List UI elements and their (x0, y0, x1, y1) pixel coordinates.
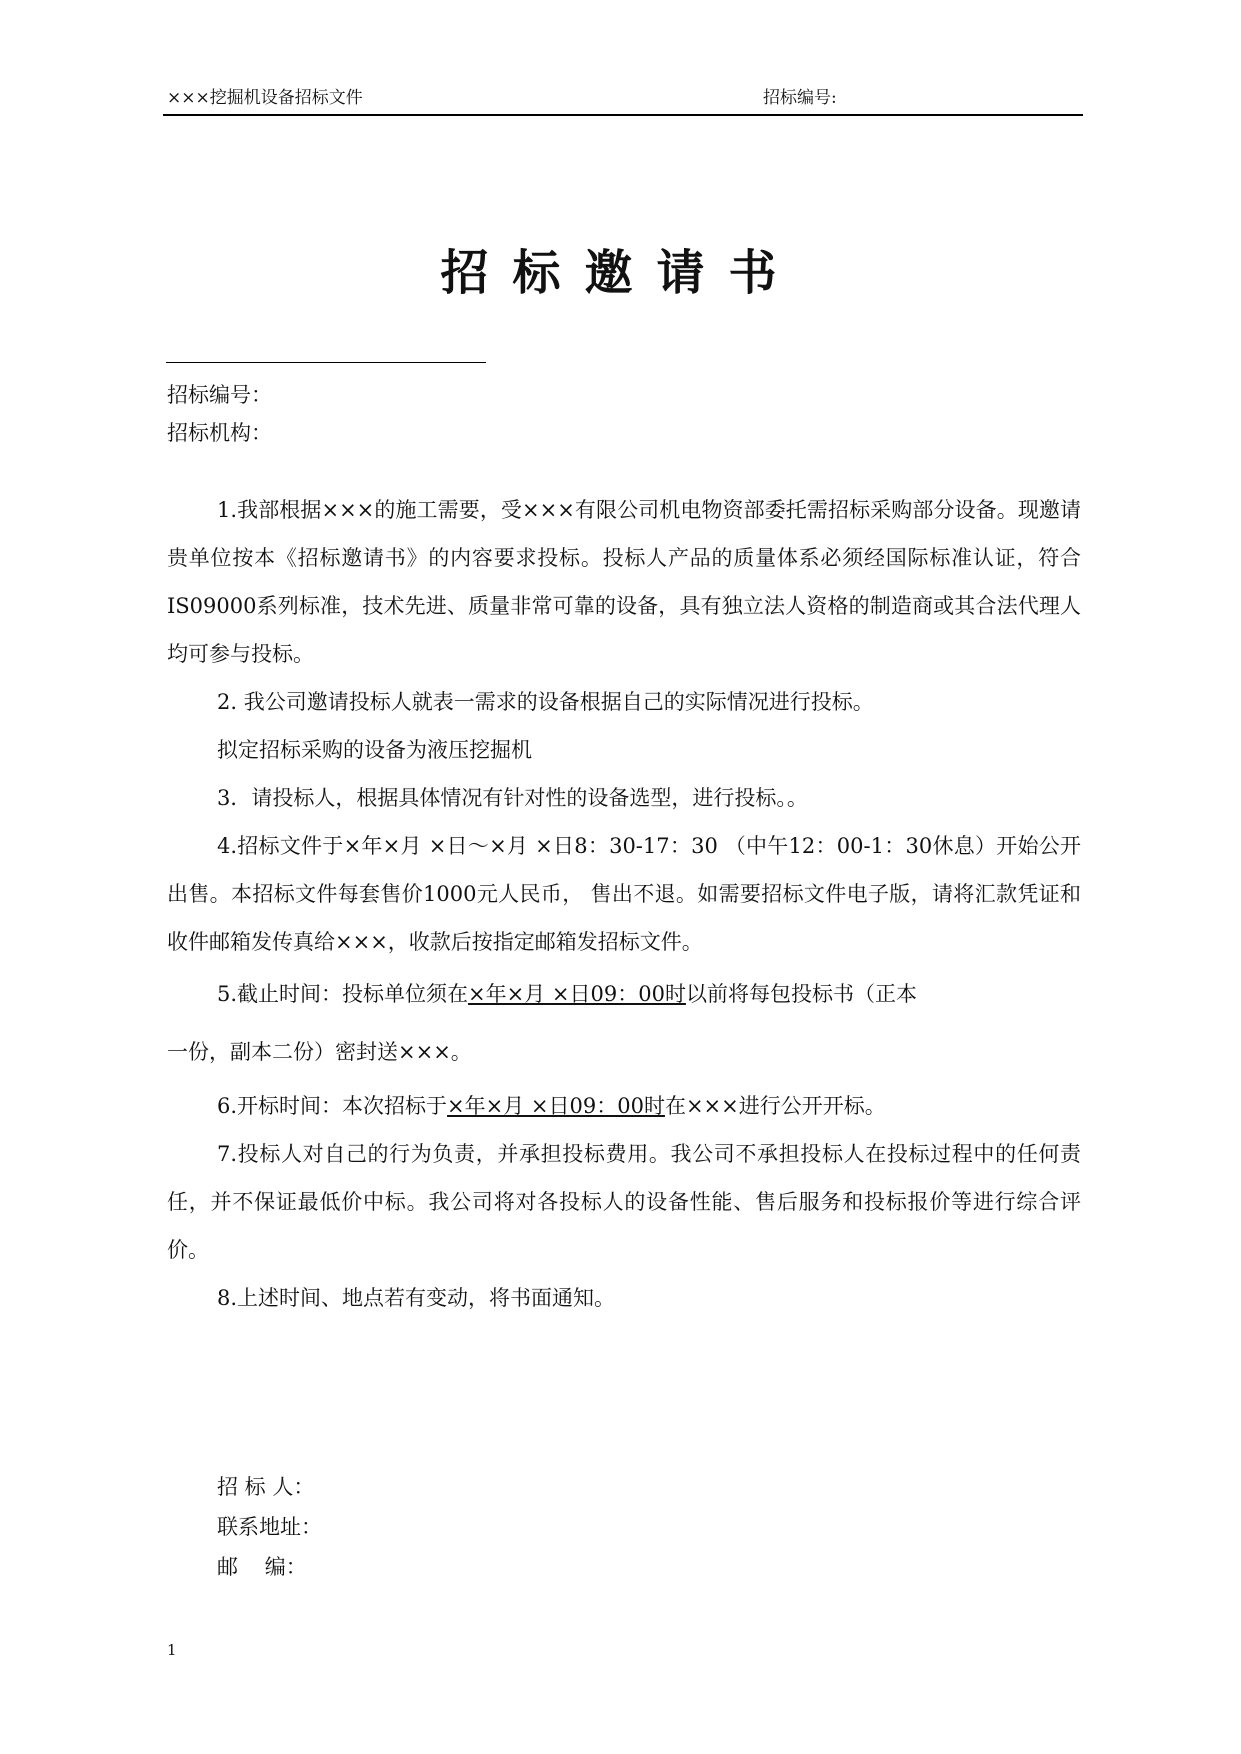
paragraph-4: 4.招标文件于×年×月 ×日～×月 ×日8：30-17：30 （中午12：00-1：30休息）开始公开出售。本招标文件每套售价1000元人民币， 售出不退。如需要招标文件电子版，请将汇款凭证和收件邮箱发传真给×××，收款后按指定邮箱发招标文件。 (167, 834, 1081, 954)
bid-number-line: 招标编号： (167, 383, 272, 407)
bid-agency-line: 招标机构： (167, 421, 272, 445)
header-doc-name: ×××挖掘机设备招标文件 (167, 88, 363, 108)
paragraph-2b: 拟定招标采购的设备为液压挖掘机 (217, 738, 532, 762)
paragraph-7: 7.投标人对自己的行为负责，并承担投标费用。我公司不承担投标人在投标过程中的任何责任，并不保证最低价中标。我公司将对各投标人的设备性能、售后服务和投标报价等进行综合评价。 (167, 1142, 1081, 1262)
header-rule (163, 114, 1083, 116)
paragraph-3: 3．请投标人，根据具体情况有针对性的设备选型，进行投标。。 (217, 786, 808, 810)
page-title: 招标邀请书 (440, 245, 801, 301)
paragraph-2: 2. 我公司邀请投标人就表一需求的设备根据自己的实际情况进行投标。 (217, 690, 874, 714)
page-number: 1 (167, 1641, 177, 1659)
paragraph-5 (167, 966, 1081, 1022)
paragraph-1: 1.我部根据×××的施工需要，受×××有限公司机电物资部委托需招标采购部分设备。现邀请贵单位按本《招标邀请书》的内容要求投标。投标人产品的质量体系必须经国际标准认证，符合IS09000系列标准，技术先进、质量非常可靠的设备，具有独立法人资格的制造商或其合法代理人均可参与投标。 (167, 498, 1081, 666)
paragraph-6-lead: 6.开标时间：本次招标于 (217, 1094, 448, 1118)
signature-address: 联系地址： (217, 1515, 322, 1539)
paragraph-6 (167, 1082, 1081, 1130)
paragraph-5-continued: 一份，副本二份）密封送×××。 (167, 1040, 472, 1064)
opening-time: ×年×月 ×日09：00时 (447, 1094, 665, 1118)
signature-postcode: 邮 编： (217, 1555, 307, 1579)
document-body (167, 486, 1081, 1322)
title-underline (166, 362, 486, 363)
paragraph-8: 8.上述时间、地点若有变动，将书面通知。 (217, 1286, 616, 1310)
header-bid-no-label: 招标编号: (763, 88, 837, 108)
paragraph-5-tail: 以前将每包投标书（正本 (685, 982, 917, 1006)
signature-bidder: 招 标 人： (217, 1475, 315, 1499)
paragraph-5-lead: 5.截止时间：投标单位须在 (217, 982, 469, 1006)
paragraph-6-tail: 在×××进行公开开标。 (664, 1094, 886, 1118)
deadline-time: ×年×月 ×日09：00时 (468, 982, 686, 1006)
